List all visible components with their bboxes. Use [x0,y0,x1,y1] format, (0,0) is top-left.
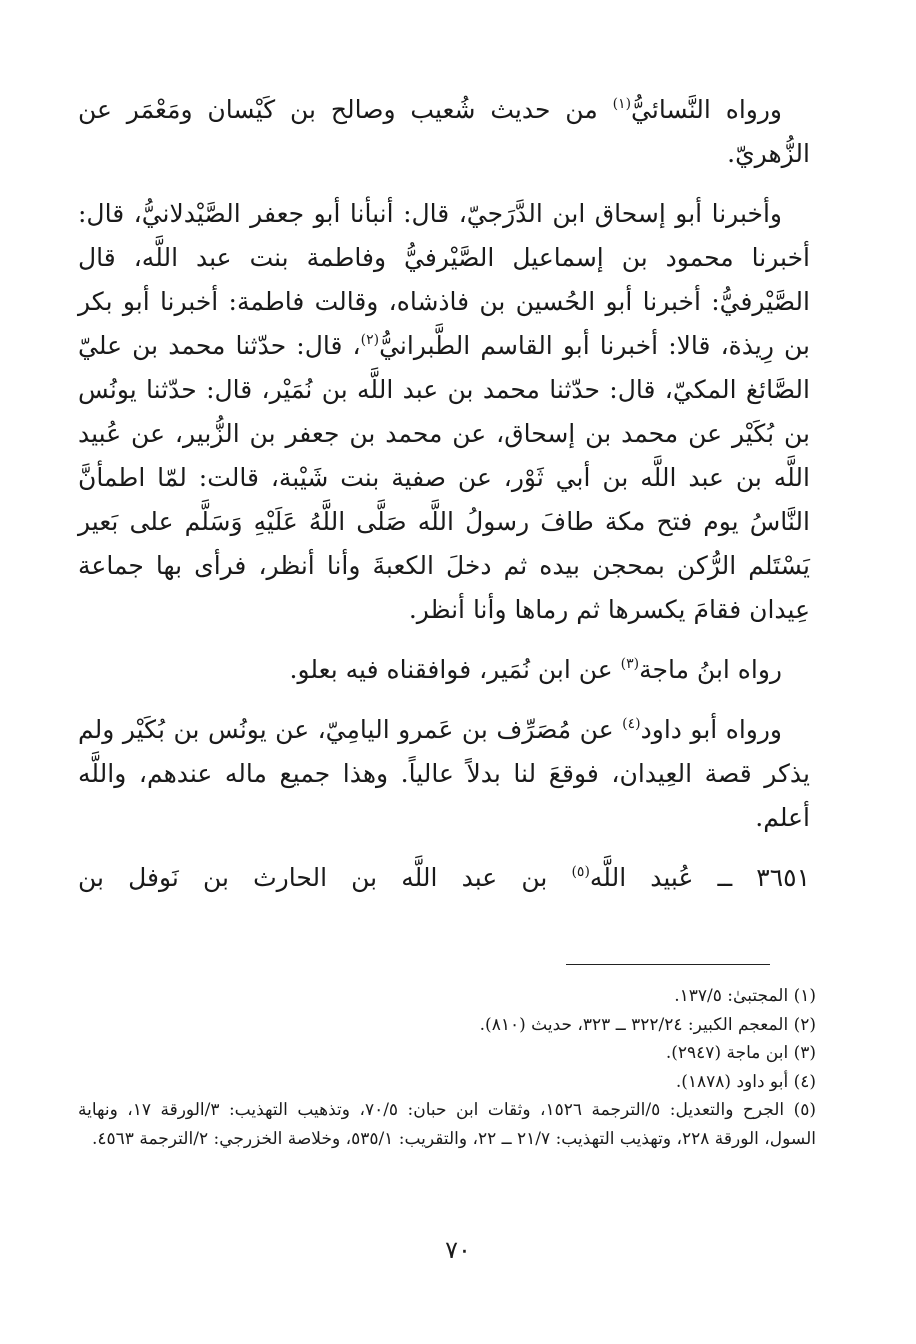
paragraph-text: من حديث شُعيب وصالح بن كَيْسان ومَعْمَر عن الزُّهريّ. [78,95,810,168]
footnote-ref-2[interactable]: (٢) [360,332,380,348]
footnote-2: (٢) المعجم الكبير: ٣٢٢/٢٤ ــ ٣٢٣، حديث (٨١٠). [479,1014,816,1035]
footnote-4: (٤) أبو داود (١٨٧٨). [675,1071,816,1092]
paragraph-text: ورواه النَّسائيُّ [631,95,782,124]
paragraph-text: رواه ابنُ ماجة [639,655,782,684]
paragraph-text: عن مُصَرِّف بن عَمرو اليامِيّ، عن يونُس بن بُكَيْر ولم يذكر قصة العِيدان، فوقعَ لنا بدلاً عالياً. وهذا جميع ماله عندهم، واللَّه أعلم. [78,715,810,832]
footnote-ref-3[interactable]: (٣) [620,656,640,672]
paragraph-text: ، قال: حدّثنا محمد بن عليّ الصَّائغ المكيّ، قال: حدّثنا محمد بن عبد اللَّه بن نُمَيْر، قال: حدّثنا يونُس بن بُكَيْر عن محمد بن إسحاق، عن محمد بن جعفر بن الزُّبير، عن عُبيد اللَّه بن عبد اللَّه بن أبي ثَوْر، عن صفية بنت شَيْبة، قالت: لمّا اطمأنَّ النَّاسُ يوم فتح مكة طافَ رسولُ اللَّه صَلَّى اللَّهُ عَلَيْهِ وَسَلَّم على بَعير يَسْتَلم الرُّكن بمحجن بيده ثم دخلَ الكعبةَ وأنا أنظر، فرأى بها جماعة عِيدان فقامَ يكسرها ثم رماها وأنا أنظر. [78,331,810,624]
entry-text: بن عبد اللَّه بن الحارث بن نَوفل بن [78,863,572,892]
paragraph-2 [78,192,810,632]
paragraph-4 [78,708,810,840]
main-text [78,88,810,900]
footnotes [78,982,816,1153]
footnote-1: (١) المجتبىٰ: ١٣٧/٥. [674,986,816,1006]
footnote-ref-5[interactable]: (٥) [571,864,590,880]
paragraph-1 [78,88,810,176]
entry-text: ٣٦٥١ ــ عُبيد اللَّه [589,863,811,892]
paragraph-text: وأخبرنا أبو إسحاق ابن الدَّرَجيّ، قال: أنبأنا أبو جعفر الصَّيْدلانيُّ، قال: أخبرنا محمود بن إسماعيل الصَّيْرفيُّ وفاطمة بنت عبد اللَّه، قال الصَّيْرفيُّ: أخبرنا أبو الحُسين بن فاذشاه، وقالت فاطمة: أخبرنا أبو بكر بن رِيذة، قالا: أخبرنا أبو القاسم الطَّبرانيُّ [78,199,810,360]
paragraph-text: عن ابن نُمَير، فوافقناه فيه بعلو. [289,655,621,684]
footnote-ref-4[interactable]: (٤) [622,716,641,732]
footnote-divider [566,964,770,965]
paragraph-text: ورواه أبو داود [640,715,782,744]
footnote-ref-1[interactable]: (١) [612,96,632,112]
footnote-3: (٣) ابن ماجة (٢٩٤٧). [665,1043,816,1063]
footnote-5: (٥) الجرح والتعديل: ٥/الترجمة ١٥٢٦، وثقات ابن حبان: ٧٠/٥، وتذهيب التهذيب: ٣/الورقة ١٧، ونهاية السول، الورقة ٢٢٨، وتهذيب التهذيب: ٢١/٧ ــ ٢٢، والتقريب: ٥٣٥/١، وخلاصة الخزرجي: ٢/الترجمة ٤٥٦٣. [78,1100,816,1149]
page-number: ٧٠ [445,1236,471,1264]
paragraph-3 [78,648,810,692]
biography-entry-heading [78,856,810,900]
